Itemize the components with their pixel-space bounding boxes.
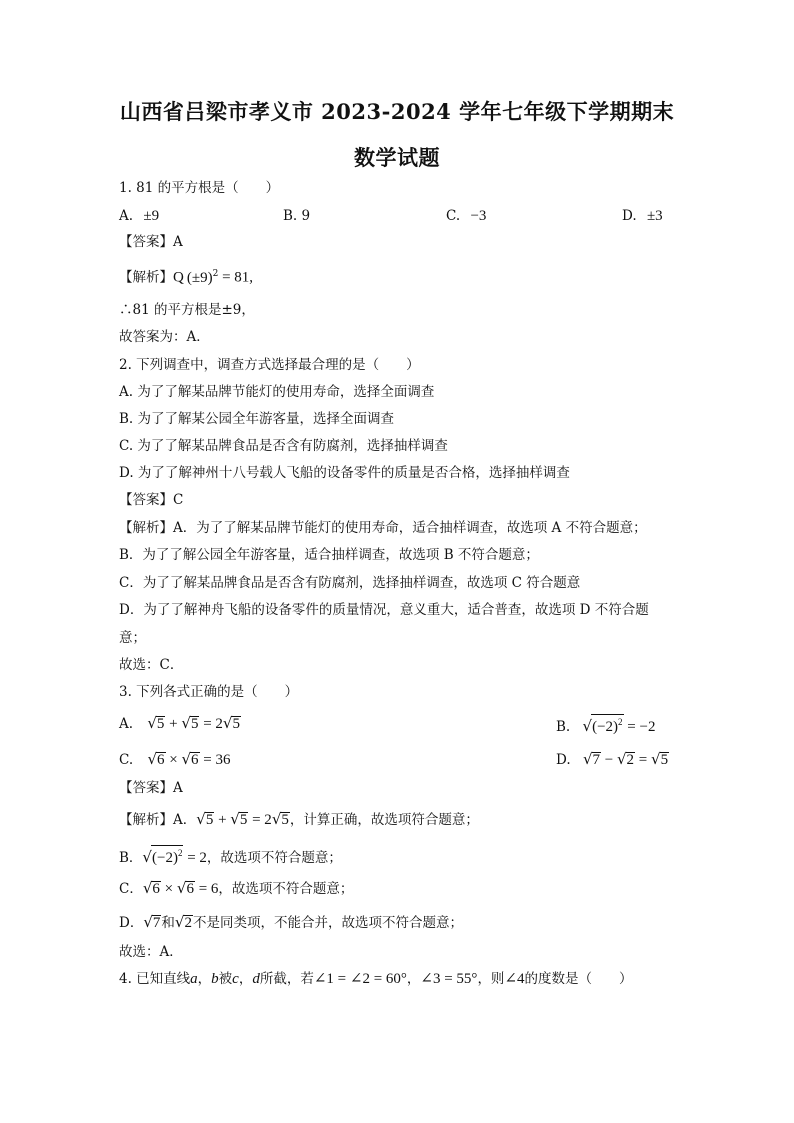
q2-analysis-d-line1: D．为了了解神舟飞船的设备零件的质量情况，意义重大，适合普查，故选项 D 不符合题 xyxy=(119,602,649,618)
q3-analysis-d-tail: 不是同类项，不能合并，故选项不符合题意； xyxy=(192,915,463,931)
q1-analysis-exp: 2 xyxy=(212,269,219,279)
q3-analysis-a-label: 【解析】A． xyxy=(119,812,197,828)
q3-option-a xyxy=(119,714,241,733)
q1-option-b: B. 9 xyxy=(283,208,311,224)
q1-analysis-rhs: = 81, xyxy=(218,269,254,286)
q3-option-c-label: C. xyxy=(119,752,134,768)
q3-analysis-b-label: B． xyxy=(119,850,143,866)
q2-option-c: C. 为了了解某品牌食品是否含有防腐剂，选择抽样调查 xyxy=(119,438,448,454)
q1-stem: 1. 81 的平方根是（ ） xyxy=(119,180,280,196)
q3-option-d-expr: √7 − √2 = √5 xyxy=(582,750,669,768)
q4-stem: 4. 已知直线a，b被c，d所截，若∠1 = ∠2 = 60°，∠3 = 55°，则∠4的度数是（ ） xyxy=(119,971,633,987)
q3-analysis-b xyxy=(119,845,342,867)
document-title-line2: 数学试题 xyxy=(354,145,440,170)
q3-analysis-b-tail: ，故选项不符合题意； xyxy=(206,850,342,866)
q3-analysis-a-expr: √5 + √5 = 2√5 xyxy=(196,810,289,828)
q3-analysis-d: D．√7和√2不是同类项，不能合并，故选项不符合题意； xyxy=(119,913,463,931)
q3-analysis-c-expr: √6 × √6 = 6 xyxy=(142,879,219,897)
q1-option-a xyxy=(119,207,159,225)
q1-option-d xyxy=(622,207,663,225)
q2-stem: 2. 下列调查中，调查方式选择最合理的是（ ） xyxy=(119,357,420,373)
q3-option-b-expr: $√(-2)^2 = -2$ xyxy=(583,719,656,735)
q1-analysis-q: Q xyxy=(173,269,184,286)
q1-option-c xyxy=(446,207,486,225)
q3-analysis-b-expr: $√(-2)^2 = 2$ xyxy=(142,850,206,866)
q3-analysis-c xyxy=(119,879,353,898)
q3-option-c xyxy=(119,750,231,769)
q1-analysis-label: 【解析】 xyxy=(119,269,173,286)
q1-option-d-value: ±3 xyxy=(646,208,663,224)
q3-answer: 【答案】A xyxy=(119,780,183,796)
q3-option-a-expr: √5 + √5 = 2√5 xyxy=(147,714,240,732)
q1-option-d-label: D. xyxy=(622,208,637,224)
q2-option-b: B. 为了了解某公园全年游客量，选择全面调查 xyxy=(119,411,395,427)
document-title-line1: 山西省吕梁市孝义市 2023-2024 学年七年级下学期期末 xyxy=(119,99,675,124)
q1-option-a-label: A. xyxy=(119,208,134,224)
q3-option-d xyxy=(556,750,669,769)
q2-analysis-c: C．为了了解某品牌食品是否含有防腐剂，选择抽样调查，故选项 C 符合题意 xyxy=(119,575,581,591)
q1-analysis-base: (±9) xyxy=(186,269,213,286)
q3-analysis-c-label: C． xyxy=(119,881,143,897)
q2-option-a: A. 为了了解某品牌节能灯的使用寿命，选择全面调查 xyxy=(119,384,435,400)
q3-option-c-expr: √6 × √6 = 36 xyxy=(147,750,231,768)
q1-analysis-line3: 故答案为：A． xyxy=(119,329,210,345)
q1-option-c-value: −3 xyxy=(470,208,487,224)
q2-conclusion: 故选：C． xyxy=(119,657,184,673)
q1-answer: 【答案】A xyxy=(119,234,183,250)
q2-option-d: D. 为了了解神州十八号载人飞船的设备零件的质量是否合格，选择抽样调查 xyxy=(119,465,570,481)
q2-analysis-a: 【解析】A．为了了解某品牌节能灯的使用寿命，适合抽样调查，故选项 A 不符合题意； xyxy=(119,520,647,536)
q1-option-c-label: C. xyxy=(446,208,461,224)
q3-stem: 3. 下列各式正确的是（ ） xyxy=(119,684,299,700)
q3-conclusion: 故选：A． xyxy=(119,944,183,960)
q3-option-d-label: D. xyxy=(556,752,571,768)
q3-analysis-a-tail: ，计算正确，故选项符合题意； xyxy=(289,812,479,828)
q2-answer: 【答案】C xyxy=(119,492,184,508)
q3-analysis-c-tail: ，故选项不符合题意； xyxy=(218,881,354,897)
q3-analysis-a xyxy=(119,810,479,829)
q1-analysis-line2: ∴81 的平方根是±9， xyxy=(119,302,255,318)
q1-option-a-value: ±9 xyxy=(143,208,160,224)
q3-option-b-label: B. xyxy=(556,719,571,735)
q2-analysis-b: B．为了了解公园全年游客量，适合抽样调查，故选项 B 不符合题意； xyxy=(119,547,539,563)
q3-analysis-d-label: D． xyxy=(119,915,144,931)
q2-analysis-d-line2: 意； xyxy=(119,630,146,646)
q3-option-a-label: A. xyxy=(119,716,134,732)
q1-analysis xyxy=(119,265,253,287)
q3-option-b xyxy=(556,714,655,736)
